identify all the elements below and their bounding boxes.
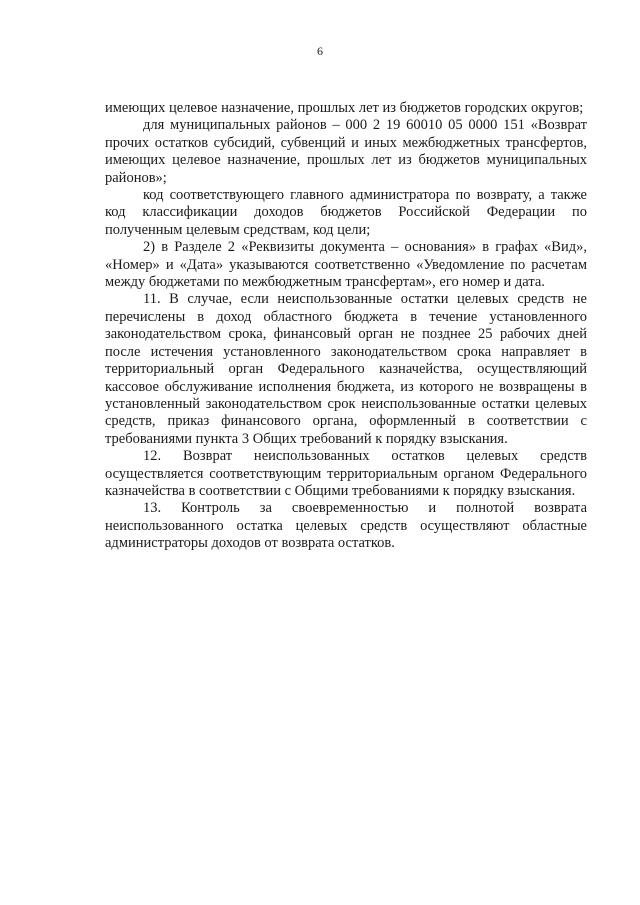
paragraph-item-12: 12. Возврат неиспользованных остатков целевых средств осуществляется соответствующим территориальным органом Федерального казначейства в соответствии с Общими требованиями к порядку взыскания. (105, 448, 587, 499)
document-body (105, 100, 587, 553)
paragraph-3: код соответствующего главного администратора по возврату, а также код классификации доходов бюджетов Российской Федерации по полученным целевым средствам, код цели; (105, 187, 587, 238)
paragraph-item-13: 13. Контроль за своевременностью и полнотой возврата неиспользованного остатка целевых средств осуществляют областные администраторы доходов от возврата остатков. (105, 500, 587, 552)
paragraph-item-11: 11. В случае, если неиспользованные остатки целевых средств не перечислены в доход областного бюджета в течение установленного законодательством срока, финансовый орган не позднее 25 рабочих дней после истечения установленного законодательством срока направляет в территориальный орган Федерального казначейства, осуществляющий кассовое обслуживание исполнения бюджета, из которого не возвращены в установленный законодательством срок неиспользованные остатки целевых средств, приказ финансового органа, оформленный в соответствии с требованиями пункта 3 Общих требований к порядку взыскания. (105, 291, 587, 447)
paragraph-4: 2) в Разделе 2 «Реквизиты документа – основания» в графах «Вид», «Номер» и «Дата» указываются соответственно «Уведомление по расчетам между бюджетами по межбюджетным трансфертам», его номер и дата. (105, 239, 587, 291)
paragraph-1: имеющих целевое назначение, прошлых лет из бюджетов городских округов; (105, 100, 584, 116)
paragraph-2: для муниципальных районов – 000 2 19 60010 05 0000 151 «Возврат прочих остатков субсидий, субвенций и иных межбюджетных трансфертов, имеющих целевое назначение, прошлых лет из бюджетов муниципальных районов»; (105, 117, 587, 186)
page-number: 6 (317, 44, 323, 58)
